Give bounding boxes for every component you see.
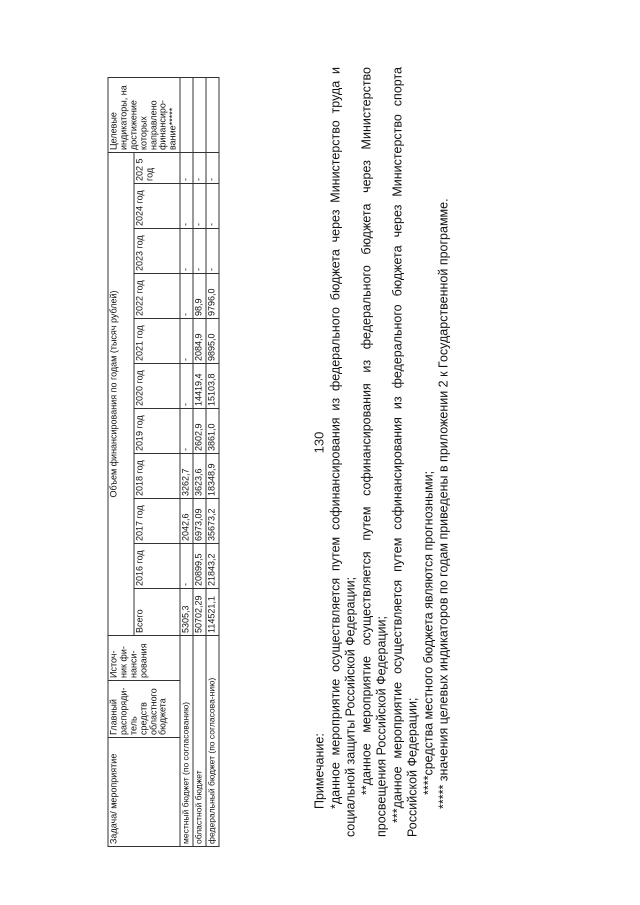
table-cell: 21843,2 xyxy=(206,544,219,589)
header-year: 2018 год xyxy=(134,454,180,499)
indicator-cell xyxy=(193,78,206,153)
header-year: 2019 год xyxy=(134,409,180,454)
indicator-cell xyxy=(206,78,219,153)
table-cell: - xyxy=(180,364,193,409)
header-volume: Объем финансирования по годам (тысяч рублей) xyxy=(108,153,134,636)
table-cell: 6973,09 xyxy=(193,499,206,544)
note-item: ***** значения целевых индикаторов по годам приведены в приложении 2 к Государственной программе. xyxy=(436,198,451,809)
table-cell: 5305,3 xyxy=(180,589,193,636)
table-cell: 2602,9 xyxy=(193,409,206,454)
table-cell: - xyxy=(206,184,219,229)
header-year: 2020 год xyxy=(134,364,180,409)
table-cell: - xyxy=(180,229,193,274)
table-cell: 35673,2 xyxy=(206,499,219,544)
table-cell: - xyxy=(193,153,206,184)
notes-section xyxy=(313,67,453,837)
table-cell: - xyxy=(180,184,193,229)
table-cell: 2042,6 xyxy=(180,499,193,544)
header-year: 2024 год xyxy=(134,184,180,229)
table-cell: - xyxy=(206,153,219,184)
header-task: Задача/ мероприятие xyxy=(108,738,180,847)
indicator-cell xyxy=(180,78,193,153)
table-cell: 114521,1 xyxy=(206,589,219,636)
header-year: 2017 год xyxy=(134,499,180,544)
rotated-page-content xyxy=(108,57,533,847)
table-cell: 50702,29 xyxy=(193,589,206,636)
header-total: Всего xyxy=(134,589,180,636)
financing-table xyxy=(108,77,220,847)
note-item: **данное мероприятие осуществляется путем софинансирования из федерального бюджета через Министерство просвещения Российской Федерации; xyxy=(359,67,389,837)
table-cell: - xyxy=(206,229,219,274)
note-item: ****средства местного бюджета являются прогнозными; xyxy=(421,470,435,795)
table-cell: 14419,4 xyxy=(193,364,206,409)
notes-title: Примечание: xyxy=(312,733,327,809)
table-header-row xyxy=(108,78,134,847)
table-cell: - xyxy=(180,409,193,454)
table-cell: - xyxy=(193,229,206,274)
table-cell: - xyxy=(193,184,206,229)
header-year: 2023 год xyxy=(134,229,180,274)
table-cell: 20899,5 xyxy=(193,544,206,589)
row-label: местный бюджет (по согласованию) xyxy=(180,636,193,847)
table-cell: 3262,7 xyxy=(180,454,193,499)
header-year: 2022 год xyxy=(134,274,180,319)
table-cell: 2084,9 xyxy=(193,319,206,364)
table-cell: 3861,0 xyxy=(206,409,219,454)
table-row xyxy=(180,78,193,847)
table-cell: 9895,0 xyxy=(206,319,219,364)
header-year: 2016 год xyxy=(134,544,180,589)
page-number: 130 xyxy=(311,431,327,454)
table-cell: 15103,8 xyxy=(206,364,219,409)
header-year: 202 5 год xyxy=(134,153,180,184)
table-cell: 3623,6 xyxy=(193,454,206,499)
table-cell: - xyxy=(180,319,193,364)
note-item: *данное мероприятие осуществляется путем софинансирования из федерального бюджета через Министерство труда и социальной защиты Российской Федерации; xyxy=(328,67,358,837)
header-indicators: Целевые индикаторы, на достижение которых направлено финансиро-вание***** xyxy=(108,78,180,153)
row-label: областной бюджет xyxy=(193,636,206,847)
note-item: ***данное мероприятие осуществляется путем софинансирования из федерального бюджета через Министерство спорта Российской Федерации; xyxy=(390,67,420,837)
table-row xyxy=(193,78,206,847)
table-cell: 9796,0 xyxy=(206,274,219,319)
header-year: 2021 год xyxy=(134,319,180,364)
table-cell: - xyxy=(180,153,193,184)
table-cell: 18348,9 xyxy=(206,454,219,499)
header-main-manager: Главный распоряди-тель средств областного бюджета xyxy=(108,681,180,738)
table-cell: - xyxy=(180,544,193,589)
row-label: федеральный бюджет (по согласова-нию) xyxy=(206,636,219,847)
table-row xyxy=(206,78,219,847)
header-source: Источ-ник фи-нанси-рования xyxy=(108,636,180,681)
table-cell: - xyxy=(180,274,193,319)
table-cell: 98,9 xyxy=(193,274,206,319)
